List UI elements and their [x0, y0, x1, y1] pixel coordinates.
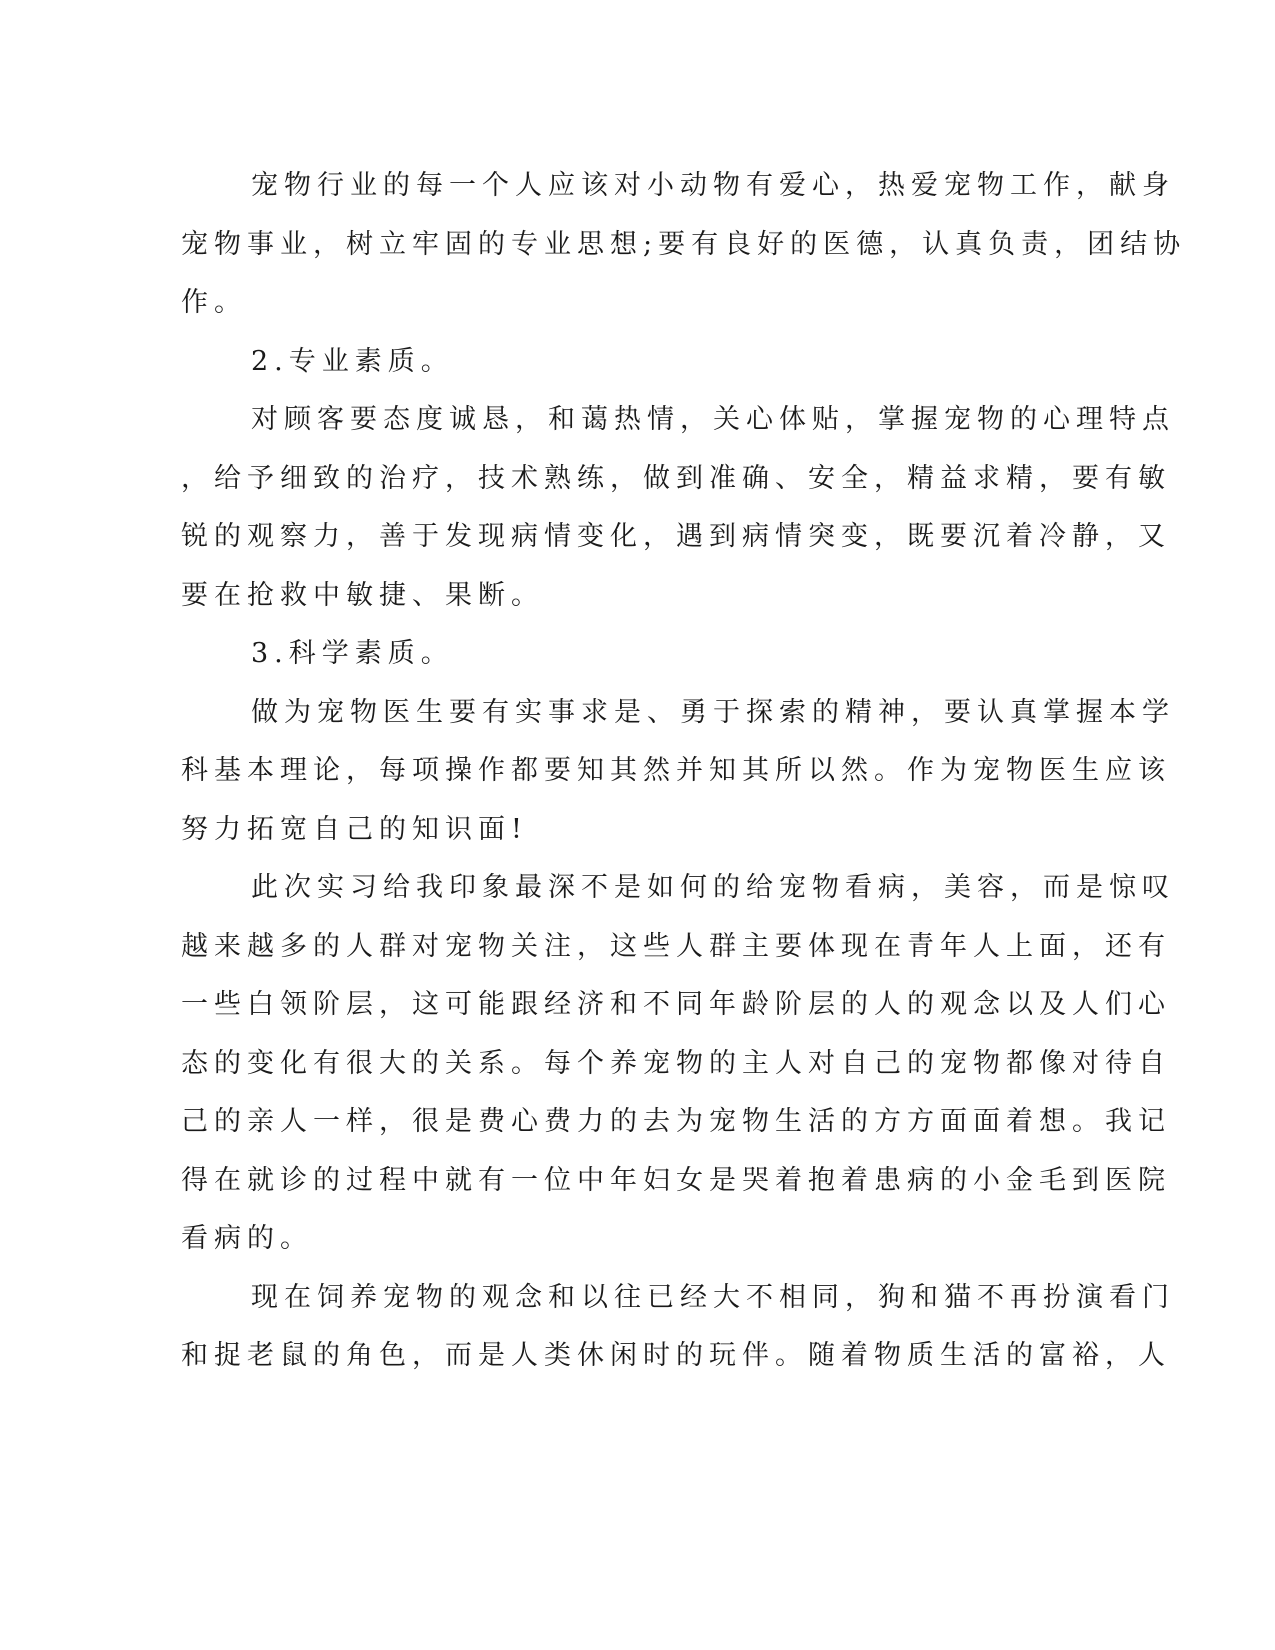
paragraph-line: 宠物行业的每一个人应该对小动物有爱心，热爱宠物工作，献身 — [251, 170, 1175, 201]
paragraph-line: 此次实习给我印象最深不是如何的给宠物看病，美容，而是惊叹 — [251, 872, 1175, 903]
document-body — [181, 157, 1187, 1386]
paragraph-line: 对顾客要态度诚恳，和蔼热情，关心体贴，掌握宠物的心理特点 — [251, 404, 1175, 435]
paragraph-line: 态的变化有很大的关系。每个养宠物的主人对自己的宠物都像对待自 — [181, 1047, 1171, 1079]
paragraph-line: 宠物事业，树立牢固的专业思想;要有良好的医德，认真负责，团结协 — [181, 228, 1187, 260]
section-heading: 3.科学素质。 — [251, 638, 454, 669]
paragraph-line: 一些白领阶层，这可能跟经济和不同年龄阶层的人的观念以及人们心 — [181, 989, 1171, 1020]
paragraph-line: 努力拓宽自己的知识面! — [181, 813, 528, 845]
paragraph-line: 现在饲养宠物的观念和以往已经大不相同，狗和猫不再扮演看门 — [251, 1281, 1175, 1313]
paragraph-line: 得在就诊的过程中就有一位中年妇女是哭着抱着患病的小金毛到医院 — [181, 1164, 1171, 1196]
section-heading: 2.专业素质。 — [251, 345, 454, 377]
paragraph-line: ，给予细致的治疗，技术熟练，做到准确、安全，精益求精，要有敏 — [181, 462, 1171, 494]
paragraph-line: 越来越多的人群对宠物关注，这些人群主要体现在青年人上面，还有 — [181, 930, 1171, 962]
paragraph-line: 和捉老鼠的角色，而是人类休闲时的玩伴。随着物质生活的富裕，人 — [181, 1340, 1171, 1371]
paragraph-line: 要在抢救中敏捷、果断。 — [181, 579, 544, 611]
paragraph-line: 科基本理论，每项操作都要知其然并知其所以然。作为宠物医生应该 — [181, 755, 1171, 786]
paragraph-line: 锐的观察力，善于发现病情变化，遇到病情突变，既要沉着冷静，又 — [181, 521, 1171, 552]
paragraph-line: 己的亲人一样，很是费心费力的去为宠物生活的方方面面着想。我记 — [181, 1106, 1171, 1137]
paragraph-line: 做为宠物医生要有实事求是、勇于探索的精神，要认真掌握本学 — [251, 696, 1175, 728]
paragraph-line: 看病的。 — [181, 1223, 313, 1254]
paragraph-line: 作。 — [181, 287, 247, 318]
